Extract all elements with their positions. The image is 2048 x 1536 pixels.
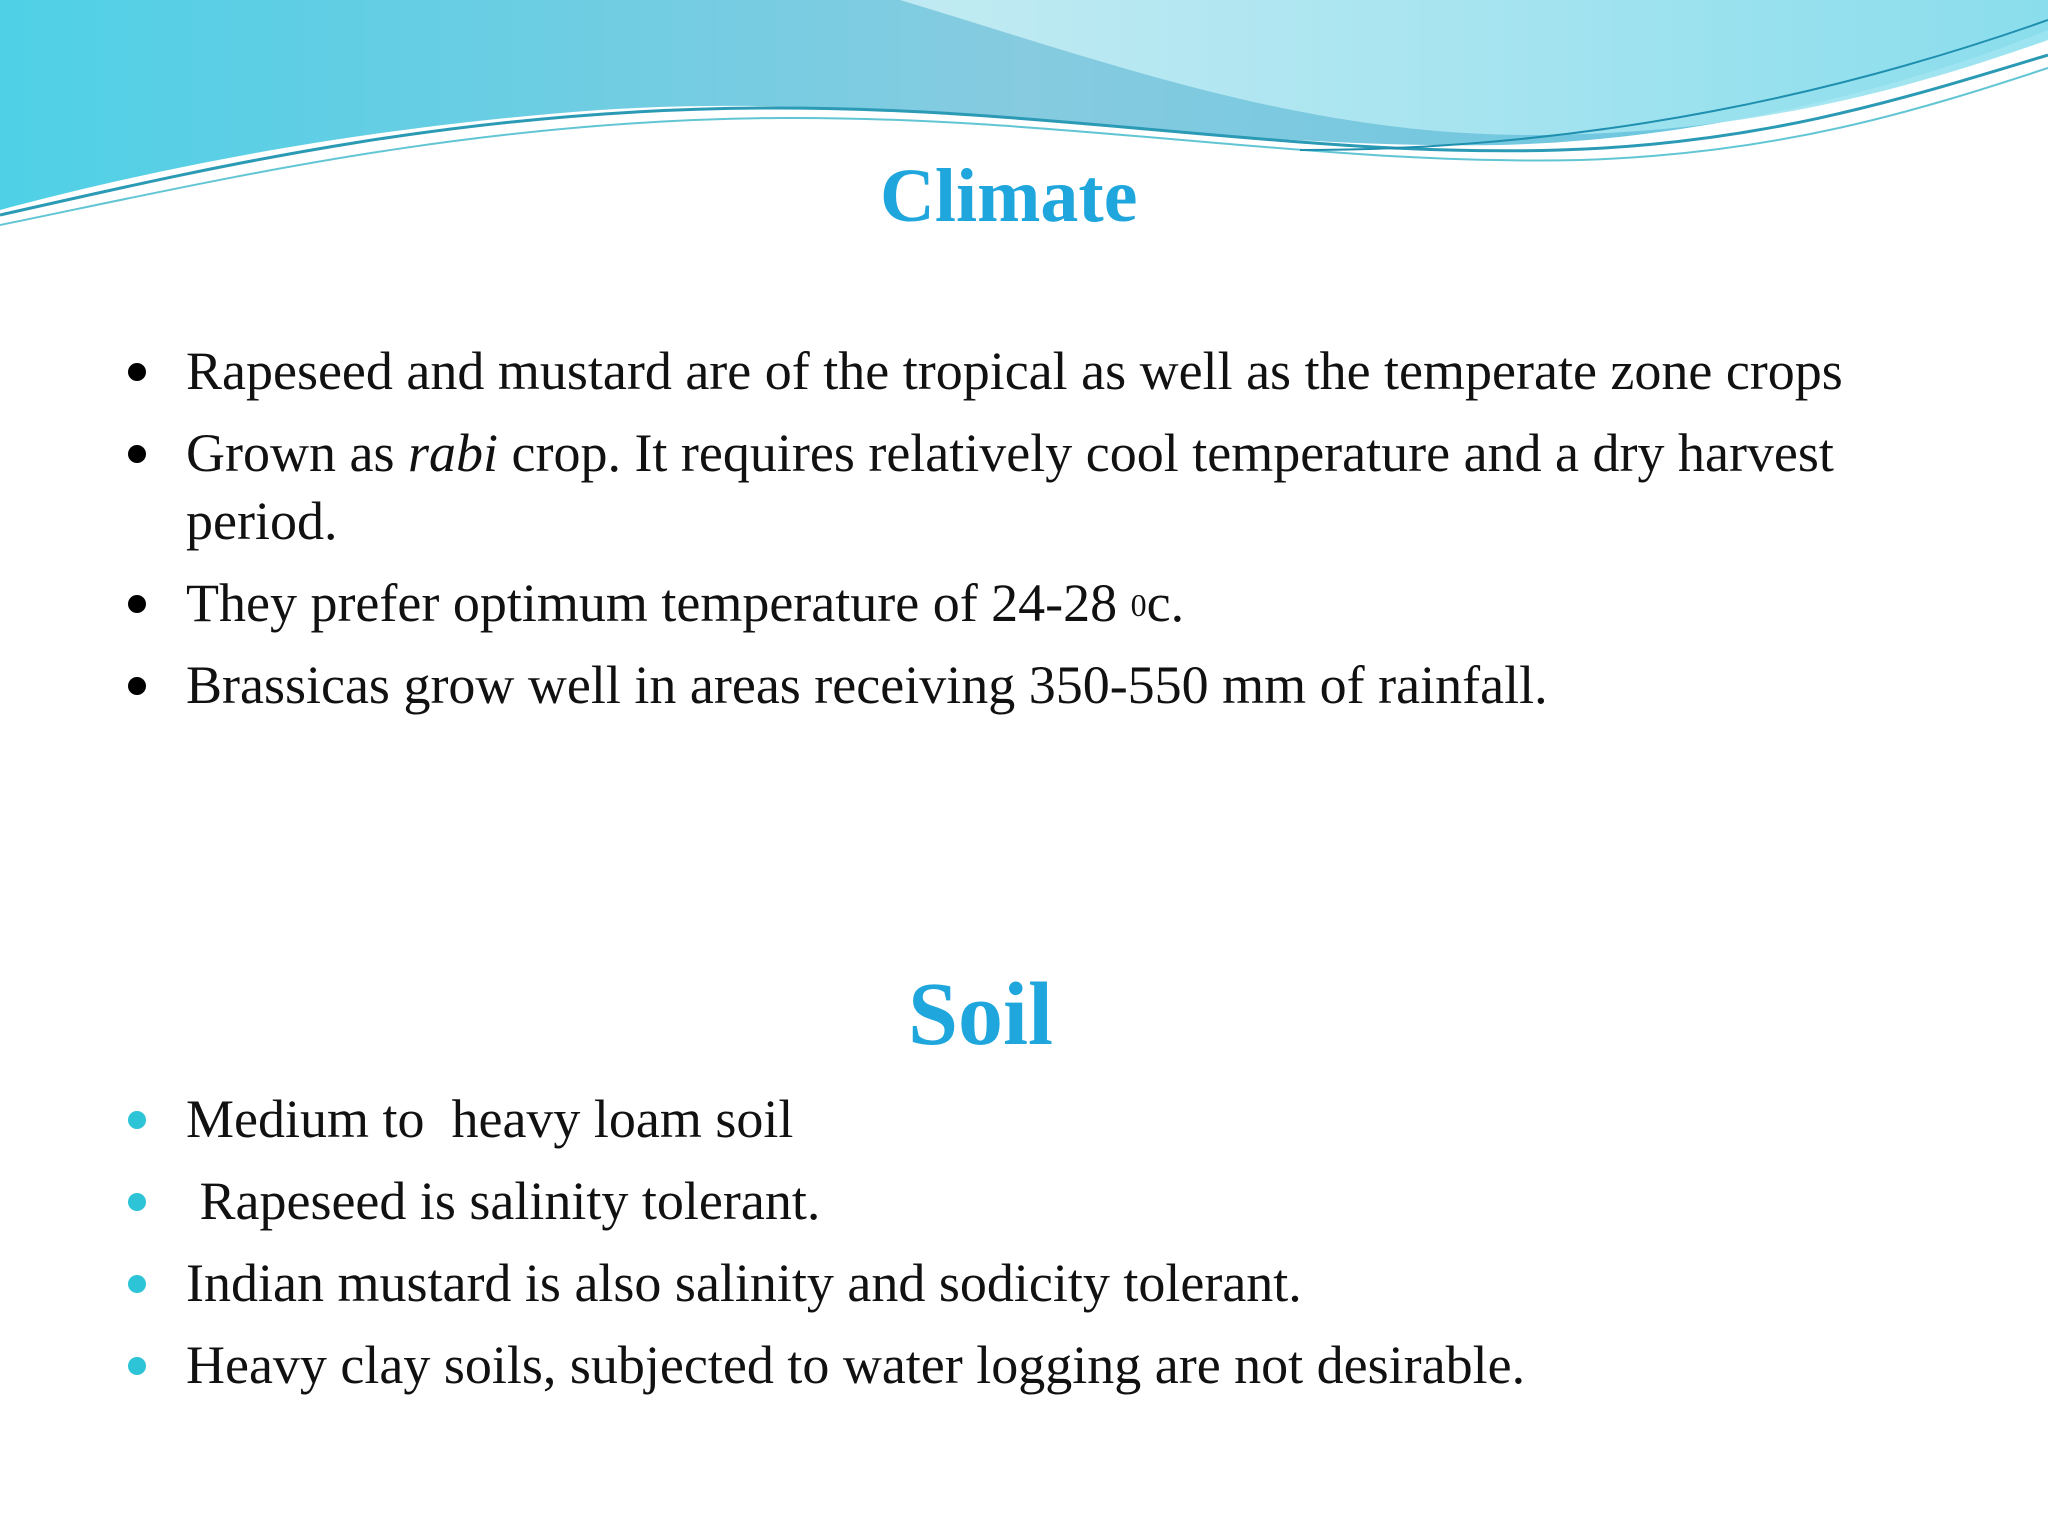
bullet-dot-icon <box>128 677 146 695</box>
list-item-text-post: crop. It requires relatively cool temperature and a dry harvest period. <box>186 423 1834 551</box>
list-item <box>0 1331 1946 1399</box>
list-item-text-italic: rabi <box>407 423 498 483</box>
list-item-text: Medium to heavy loam soil <box>186 1089 794 1149</box>
bullet-dot-icon <box>128 363 146 381</box>
list-item-text-pre: Grown as <box>186 423 408 483</box>
climate-bullet-list <box>0 337 1946 733</box>
list-item <box>0 569 1946 637</box>
list-item-text: Heavy clay soils, subjected to water logging are not desirable. <box>186 1335 1526 1395</box>
bullet-dot-icon <box>128 1193 146 1211</box>
list-item-text: Rapeseed is salinity tolerant. <box>186 1171 821 1231</box>
list-item-text: Brassicas grow well in areas receiving 350-550 mm of rainfall. <box>186 655 1548 715</box>
bullet-dot-icon <box>128 595 146 613</box>
bullet-dot-icon <box>128 1275 146 1293</box>
list-item <box>0 1249 1946 1317</box>
list-item-text: Rapeseed and mustard are of the tropical as well as the temperate zone crops <box>186 341 1843 401</box>
degree-superscript: 0 <box>1130 587 1147 623</box>
bullet-dot-icon <box>128 1357 146 1375</box>
climate-title: Climate <box>880 154 1138 238</box>
list-item <box>0 1167 1946 1235</box>
soil-bullet-list <box>0 1085 1946 1413</box>
soil-title: Soil <box>908 965 1054 1064</box>
bullet-dot-icon <box>128 445 146 463</box>
list-item-text-post: c. <box>1146 573 1185 633</box>
bullet-dot-icon <box>128 1111 146 1129</box>
list-item-text: Indian mustard is also salinity and sodicity tolerant. <box>186 1253 1302 1313</box>
list-item <box>0 419 1946 555</box>
list-item <box>0 1085 1946 1153</box>
list-item <box>0 651 1946 719</box>
list-item <box>0 337 1946 405</box>
list-item-text-pre: They prefer optimum temperature of 24-28 <box>186 573 1131 633</box>
